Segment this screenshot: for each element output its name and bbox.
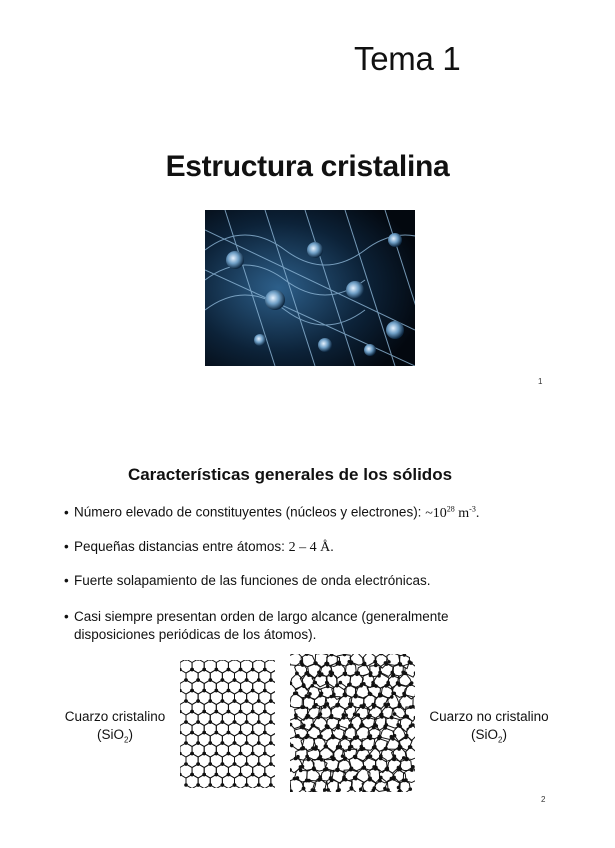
- crystal-lattice-artwork-icon: [205, 210, 415, 366]
- bullet-constituents: • Número elevado de constituyentes (núcleos y electrones): $\sim 10^{28}$ $m^{-3}$.: [64, 504, 480, 521]
- section-title: Características generales de los sólidos: [127, 465, 453, 484]
- slide-title: Estructura cristalina: [165, 150, 450, 183]
- bullet-long-range-order: • Casi siempre presentan orden de largo alcance (generalmente disposiciones periódicas de los átomos).: [64, 609, 449, 642]
- amorphous-lattice-diagram-icon: [290, 654, 415, 792]
- caption-crystalline-quartz: Cuarzo cristalino (SiO$_2$): [64, 709, 166, 745]
- page-number: 2: [541, 795, 546, 804]
- bullet-overlap: • Fuerte solapamiento de las funciones de onda electrónicas.: [64, 573, 431, 588]
- caption-noncrystalline-quartz: Cuarzo no cristalino (SiO$_2$): [429, 709, 549, 745]
- slide-topic: Tema 1: [354, 40, 461, 77]
- bullet-distances: • Pequeñas distancias entre átomos: 2 – 4 Å.: [64, 539, 334, 555]
- page-number: 1: [538, 377, 543, 386]
- crystalline-lattice-diagram-icon: [180, 660, 275, 788]
